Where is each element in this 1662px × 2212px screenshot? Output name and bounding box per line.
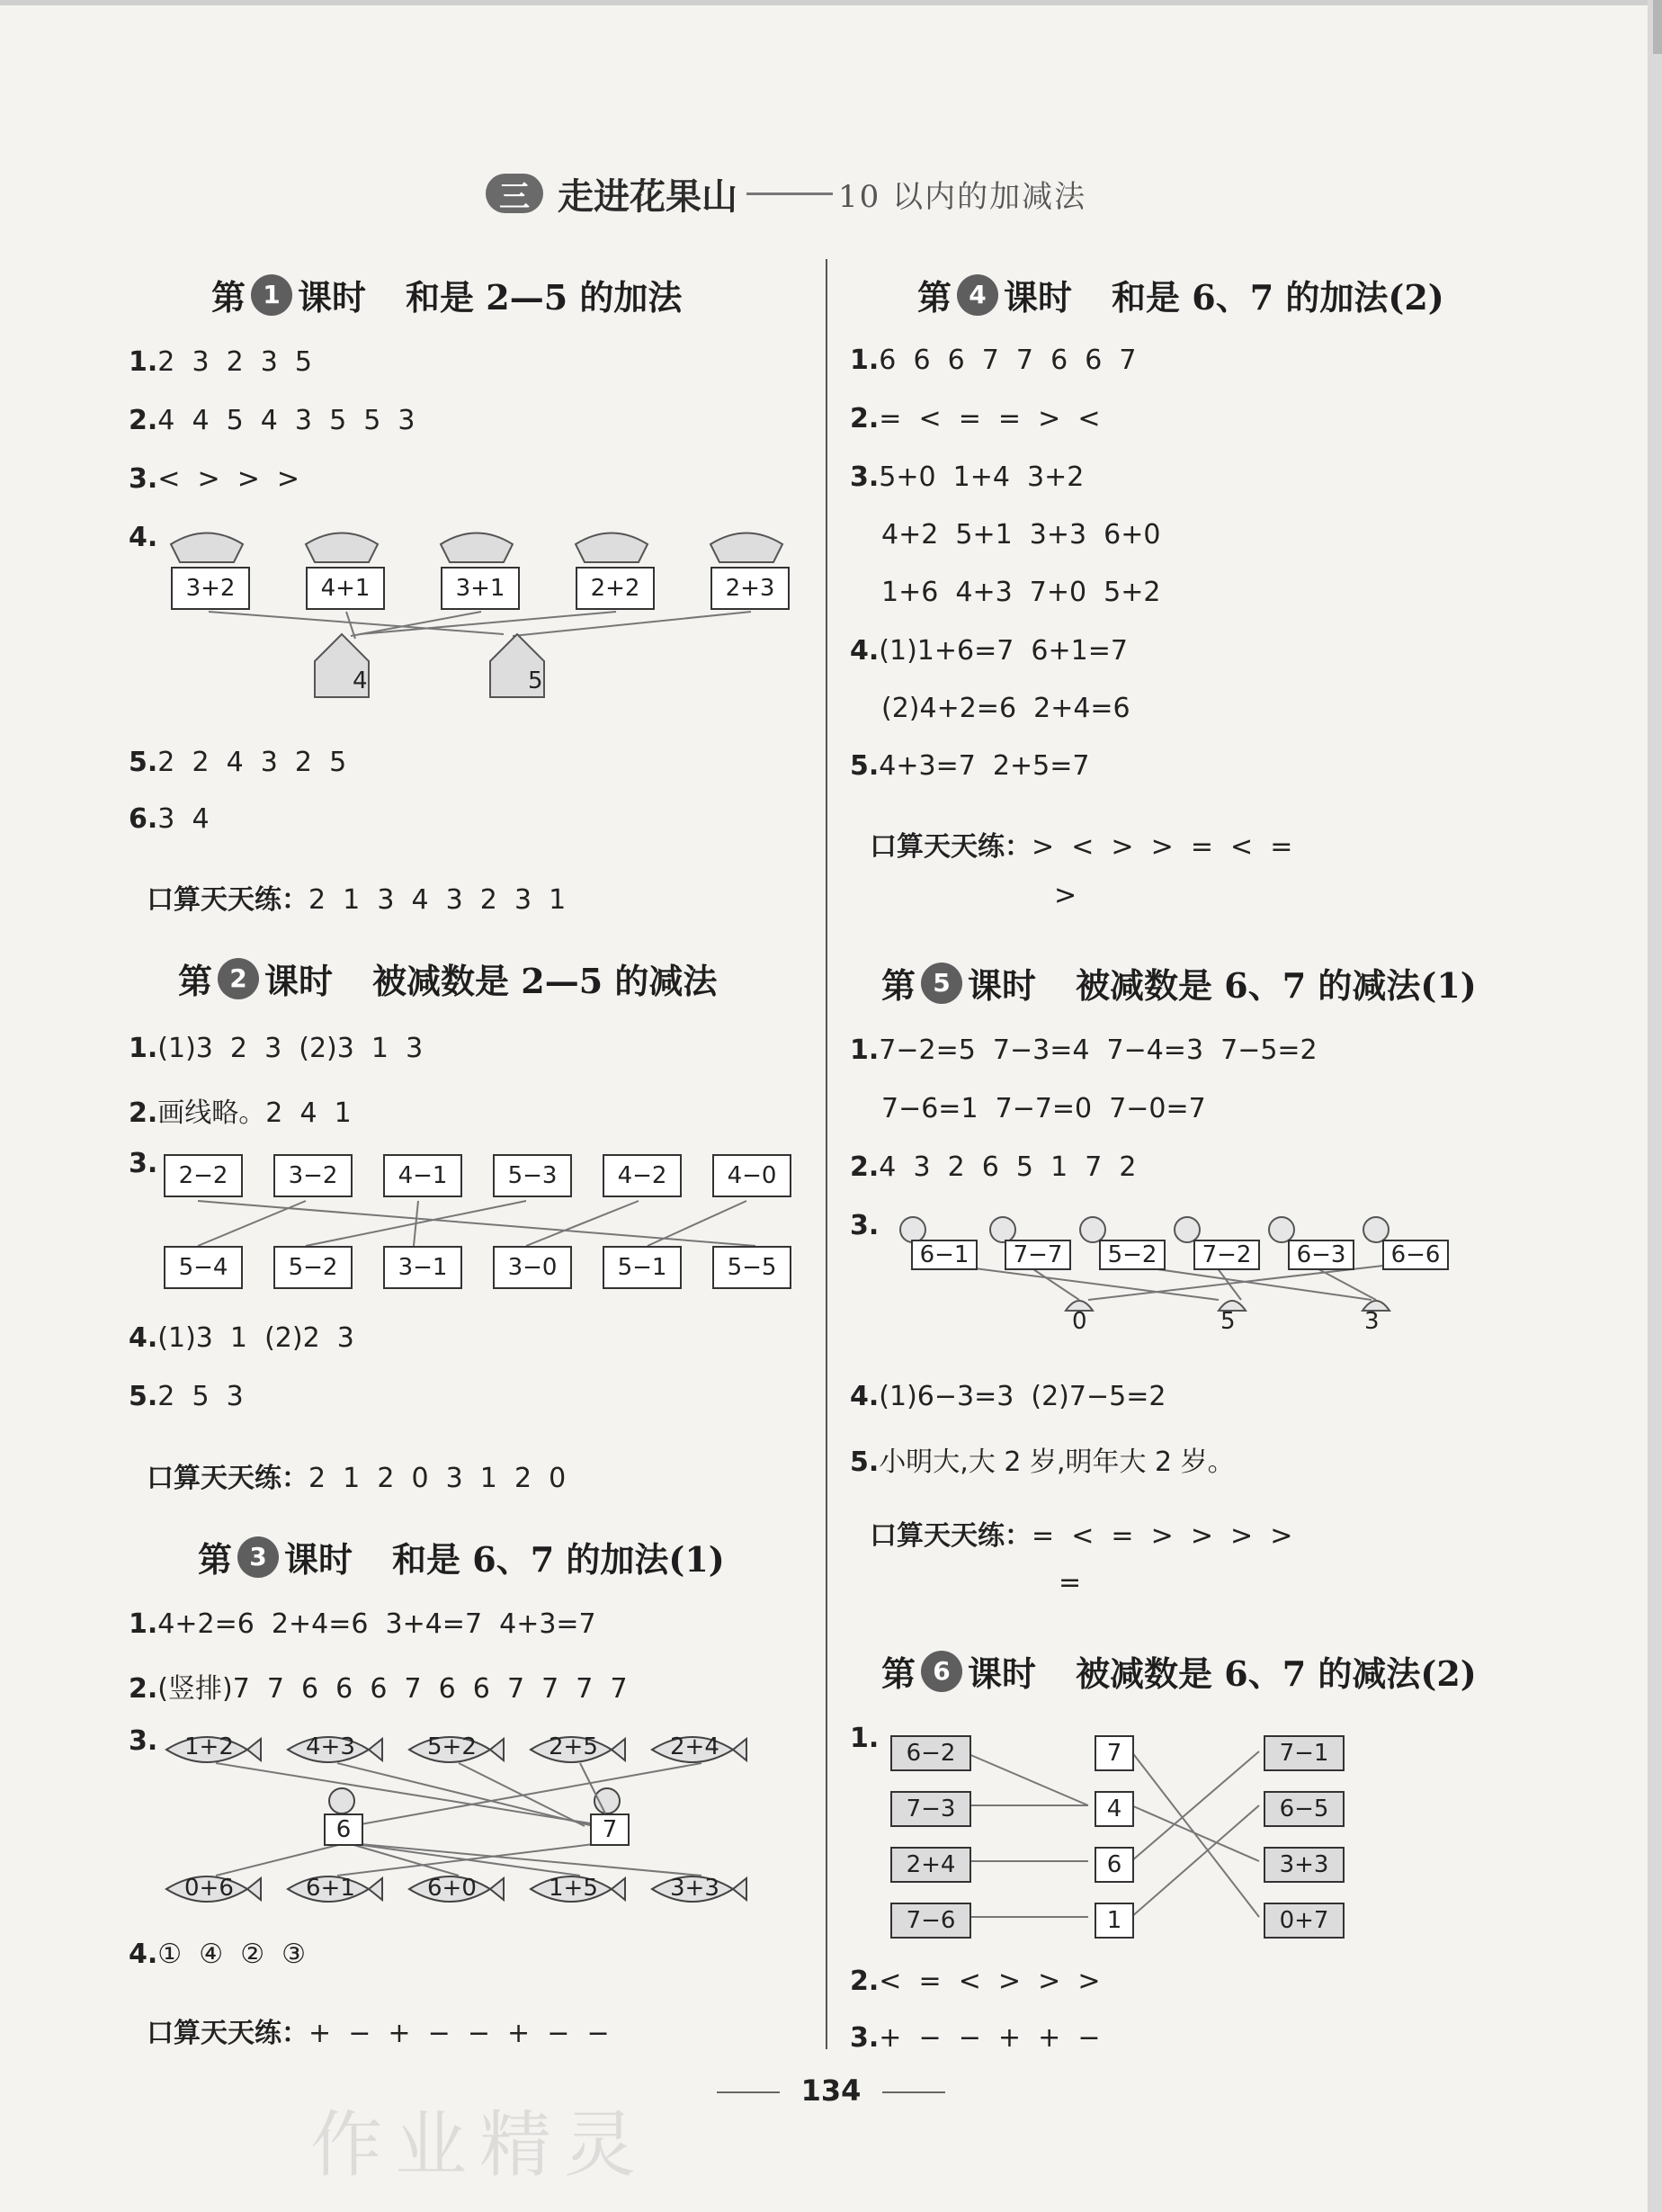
expr-card: 5−2	[273, 1246, 353, 1289]
match-line	[306, 1201, 526, 1246]
answer-line	[129, 1725, 157, 1757]
answer-text: 4+2 5+1 3+3 6+0	[881, 519, 1161, 551]
expr-card: 7−6	[890, 1903, 971, 1939]
hen-icon	[306, 533, 378, 563]
match-line	[337, 1763, 594, 1826]
answer-line	[129, 1322, 354, 1354]
answer-no: 4.	[129, 1322, 158, 1354]
answer-no: 4.	[129, 1939, 158, 1970]
lesson-6-heading	[881, 1646, 1477, 1696]
answer-no: 4.	[850, 635, 880, 667]
lesson-number-badge: 1	[251, 274, 292, 316]
answer-text: (2)4+2=6 2+4=6	[881, 693, 1130, 724]
lesson-5-heading	[881, 958, 1477, 1007]
answer-line	[881, 519, 1160, 551]
answer-line	[129, 1381, 244, 1412]
rabbit-matching-diagram	[886, 1210, 1416, 1345]
page-number: 134	[800, 2073, 862, 2108]
expr-card: 3−0	[493, 1246, 572, 1289]
top-border	[0, 0, 1662, 5]
lesson-topic: 和是 6、7 的加法(1)	[392, 1539, 725, 1580]
oral-answers: 2 1 3 4 3 2 3 1	[308, 884, 567, 916]
expr-card: 6−2	[890, 1735, 971, 1771]
answer-line	[850, 461, 1084, 493]
mushroom-number: 0	[1072, 1308, 1087, 1335]
answer-no: 2.	[129, 405, 158, 436]
hen-icon	[441, 533, 513, 563]
answer-text: 4 3 2 6 5 1 7 2	[879, 1151, 1137, 1183]
answer-no: 6.	[129, 803, 158, 835]
fish-label: 3+3	[670, 1875, 719, 1902]
rabbit-card: 6−3	[1288, 1240, 1354, 1270]
rabbit-icon	[990, 1217, 1015, 1242]
answer-no: 2.	[850, 403, 880, 434]
expr-card: 6−5	[1264, 1791, 1345, 1827]
answer-line	[129, 1033, 423, 1064]
answer-text: (1)6−3=3 (2)7−5=2	[879, 1381, 1166, 1412]
fish-label: 4+3	[306, 1733, 355, 1760]
lesson-4-heading	[917, 270, 1444, 319]
oral-label: 口算天天练：	[147, 1463, 308, 1494]
answer-no: 3.	[129, 1725, 158, 1757]
expr-card: 3−1	[383, 1246, 462, 1289]
expr-card: 2+4	[890, 1847, 971, 1883]
hen-card: 4+1	[306, 567, 385, 610]
oral-answers: + − + − − + − −	[308, 2018, 610, 2049]
oral-label: 口算天天练：	[147, 2018, 308, 2049]
rabbit-card: 5−2	[1099, 1240, 1166, 1270]
match-line	[1131, 1805, 1259, 1861]
answer-line	[850, 750, 1089, 782]
lesson-suffix: 课时	[968, 965, 1037, 1006]
hen-icon	[576, 533, 648, 563]
oral-answers: 2 1 2 0 3 1 2 0	[308, 1463, 567, 1494]
match-line	[526, 1201, 639, 1246]
answer-line	[129, 522, 157, 553]
oral-label: 口算天天练：	[147, 884, 308, 916]
lesson-prefix: 第	[917, 277, 952, 318]
number-card: 7	[1095, 1735, 1134, 1771]
answer-text: + − − + + −	[879, 2022, 1101, 2054]
lesson-number-badge: 5	[921, 963, 962, 1004]
answer-text: (竖排)7 7 6 6 6 7 6 6 7 7 7 7	[157, 1673, 628, 1705]
unit-subtitle: 10 以内的加减法	[838, 178, 1087, 215]
answer-line	[850, 1034, 1318, 1066]
fish-label: 1+2	[184, 1733, 234, 1760]
oral-practice	[147, 2011, 610, 2050]
answer-no: 4.	[129, 522, 158, 553]
oral-practice	[870, 1513, 1292, 1553]
hen-card: 2+3	[710, 567, 790, 610]
rabbit-card: 6−6	[1382, 1240, 1449, 1270]
unit-dash	[746, 193, 833, 195]
match-line	[513, 612, 751, 636]
answer-text: 2 2 4 3 2 5	[157, 747, 347, 778]
lesson-2-heading	[178, 954, 717, 1003]
hen-icon	[710, 533, 782, 563]
fish-label: 2+5	[549, 1733, 598, 1760]
expr-card: 2−2	[164, 1154, 243, 1197]
answer-no: 5.	[129, 1381, 158, 1412]
lesson-number-badge: 3	[237, 1536, 279, 1578]
answer-text: ① ④ ② ③	[157, 1939, 307, 1970]
lesson-suffix: 课时	[298, 277, 367, 318]
lesson-topic: 被减数是 2—5 的减法	[372, 961, 718, 1001]
answer-line	[850, 403, 1100, 434]
page-dash	[882, 2091, 945, 2093]
house-number: 4	[353, 667, 368, 694]
answer-line	[850, 1381, 1166, 1412]
oral-answers: > < > > = < =	[1032, 831, 1293, 863]
answer-text: (1)1+6=7 6+1=7	[879, 635, 1128, 667]
rabbit-icon	[1080, 1217, 1105, 1242]
oral-practice	[870, 824, 1292, 864]
oral-label: 口算天天练：	[870, 831, 1032, 863]
lesson-suffix: 课时	[264, 961, 334, 1001]
answer-text: 2 3 2 3 5	[157, 346, 313, 378]
answer-line	[129, 747, 346, 778]
answer-text: (1)3 2 3 (2)3 1 3	[157, 1033, 424, 1064]
answer-text: (1)3 1 (2)2 3	[157, 1322, 354, 1354]
answer-text: 1+6 4+3 7+0 5+2	[881, 577, 1161, 608]
match-line	[648, 1201, 746, 1246]
match-line	[216, 1763, 607, 1826]
answer-no: 1.	[129, 1608, 158, 1640]
answer-line	[129, 1148, 157, 1179]
answer-no: 4.	[850, 1381, 880, 1412]
lesson-prefix: 第	[881, 965, 916, 1006]
answer-line	[881, 1093, 1206, 1124]
answer-no: 3.	[129, 1148, 158, 1179]
rabbit-icon	[1175, 1217, 1200, 1242]
answer-line	[850, 2022, 1100, 2054]
answer-no: 5.	[850, 1446, 880, 1478]
answer-text: 7−6=1 7−7=0 7−0=7	[881, 1093, 1206, 1124]
answer-text: 6 6 6 7 7 6 6 7	[879, 345, 1137, 376]
match-line	[355, 1844, 580, 1876]
lesson-number-badge: 6	[921, 1651, 962, 1692]
answer-text: 小明大,大 2 岁,明年大 2 岁。	[879, 1446, 1235, 1478]
answer-text: < = < > > >	[879, 1966, 1101, 1997]
answer-line	[850, 345, 1136, 376]
expr-card: 3−2	[273, 1154, 353, 1197]
rabbit-icon	[1363, 1217, 1389, 1242]
unit-badge: 三	[486, 174, 543, 213]
oral-answers: = < = > > > >	[1032, 1520, 1293, 1552]
rabbit-card: 7−2	[1193, 1240, 1260, 1270]
answer-no: 1.	[850, 1034, 880, 1066]
rabbit-icon	[1269, 1217, 1294, 1242]
cat-icon	[329, 1788, 354, 1813]
fish-label: 6+0	[427, 1875, 477, 1902]
cat-number-card: 7	[590, 1813, 630, 1846]
answer-no: 5.	[129, 747, 158, 778]
mushroom-number: 3	[1364, 1308, 1380, 1335]
expr-card: 4−2	[603, 1154, 682, 1197]
lesson-number-badge: 2	[218, 958, 259, 999]
lesson-prefix: 第	[198, 1539, 233, 1580]
answer-no: 3.	[850, 2022, 880, 2054]
lesson-suffix: 课时	[284, 1539, 353, 1580]
fish-label: 5+2	[427, 1733, 477, 1760]
lesson-prefix: 第	[178, 961, 213, 1001]
lesson-prefix: 第	[881, 1653, 916, 1694]
answer-line	[129, 405, 415, 436]
expr-card: 4−1	[383, 1154, 462, 1197]
expr-card: 7−1	[1264, 1735, 1345, 1771]
answer-no: 1.	[129, 1033, 158, 1064]
lesson-topic: 和是 6、7 的加法(2)	[1112, 277, 1444, 318]
rabbit-card: 6−1	[911, 1240, 978, 1270]
answer-line	[129, 1939, 306, 1970]
answer-line	[129, 1090, 352, 1130]
answer-line	[129, 1666, 628, 1706]
answer-text: 4 4 5 4 3 5 5 3	[157, 405, 416, 436]
answer-line	[129, 1608, 596, 1640]
lesson-topic: 和是 2—5 的加法	[406, 277, 683, 318]
answer-no: 5.	[850, 750, 880, 782]
oral-practice-continued: =	[1059, 1567, 1082, 1599]
number-card: 6	[1095, 1847, 1134, 1883]
fish-label: 1+5	[549, 1875, 598, 1902]
lesson-1-heading	[211, 270, 682, 319]
match-line	[962, 1751, 1088, 1805]
page-number-row	[0, 2073, 1662, 2108]
hen-matching-diagram	[162, 526, 809, 724]
match-line	[360, 612, 616, 634]
answer-text: 2 5 3	[157, 1381, 244, 1412]
answer-text: = < = = > <	[879, 403, 1101, 434]
lesson-suffix: 课时	[968, 1653, 1037, 1694]
answer-no: 2.	[129, 1097, 158, 1129]
hen-card: 2+2	[576, 567, 655, 610]
answer-line	[850, 1966, 1100, 1997]
answer-line	[129, 463, 299, 495]
answer-text: 7−2=5 7−3=4 7−4=3 7−5=2	[879, 1034, 1318, 1066]
expr-card: 5−3	[493, 1154, 572, 1197]
oral-practice	[147, 877, 566, 917]
lesson-prefix: 第	[211, 277, 246, 318]
lesson-number-badge: 4	[957, 274, 998, 316]
rabbit-card: 7−7	[1005, 1240, 1071, 1270]
hen-card: 3+1	[441, 567, 520, 610]
match-line	[198, 1201, 306, 1246]
rabbit-icon	[900, 1217, 925, 1242]
answer-text: 4+3=7 2+5=7	[879, 750, 1090, 782]
lesson-suffix: 课时	[1004, 277, 1073, 318]
unit-title: 走进花果山	[558, 175, 737, 218]
expr-card: 3+3	[1264, 1847, 1345, 1883]
fish-label: 2+4	[670, 1733, 719, 1760]
expr-card: 4−0	[712, 1154, 791, 1197]
hen-card: 3+2	[171, 567, 250, 610]
answer-line	[129, 346, 312, 378]
answer-no: 2.	[850, 1151, 880, 1183]
answer-text: < > > >	[157, 463, 300, 495]
expr-card: 0+7	[1264, 1903, 1345, 1939]
answer-text: 3 4	[157, 803, 210, 835]
answer-line	[881, 577, 1160, 608]
match-line	[940, 1264, 1219, 1300]
match-line	[198, 1201, 755, 1246]
house-number: 5	[528, 667, 543, 694]
answer-no: 2.	[850, 1966, 880, 1997]
oral-label: 口算天天练：	[870, 1520, 1032, 1552]
answer-no: 2.	[129, 1673, 158, 1705]
answer-no: 1.	[850, 1723, 880, 1754]
number-card: 4	[1095, 1791, 1134, 1827]
unit-header	[486, 166, 1086, 220]
watermark: 作业精灵	[310, 2103, 648, 2187]
lesson-3-heading	[198, 1532, 725, 1581]
expr-card: 5−1	[603, 1246, 682, 1289]
answer-no: 3.	[850, 461, 880, 493]
answer-line	[850, 1439, 1235, 1479]
answer-text: 画线略。2 4 1	[157, 1097, 352, 1129]
answer-line	[850, 1723, 879, 1754]
expr-card: 5−5	[712, 1246, 791, 1289]
match-line	[351, 1763, 701, 1826]
answer-line	[129, 803, 210, 835]
answer-line	[850, 1151, 1136, 1183]
match-line	[1131, 1805, 1259, 1917]
answer-text: 4+2=6 2+4=6 3+4=7 4+3=7	[157, 1608, 596, 1640]
page-dash	[717, 2091, 780, 2093]
answer-no: 1.	[129, 346, 158, 378]
mushroom-number: 5	[1220, 1308, 1236, 1335]
expr-card: 7−3	[890, 1791, 971, 1827]
answer-text: 5+0 1+4 3+2	[879, 461, 1085, 493]
answer-no: 1.	[850, 345, 880, 376]
match-line	[216, 1844, 342, 1876]
answer-no: 3.	[850, 1210, 880, 1241]
lesson-topic: 被减数是 6、7 的减法(2)	[1076, 1653, 1477, 1694]
fish-label: 6+1	[306, 1875, 355, 1902]
oral-practice-continued: >	[1054, 880, 1077, 911]
cat-number-card: 6	[324, 1813, 363, 1846]
column-divider	[826, 259, 827, 2049]
number-card: 1	[1095, 1903, 1134, 1939]
oral-practice	[147, 1455, 566, 1495]
fish-label: 0+6	[184, 1875, 234, 1902]
match-line	[360, 1844, 701, 1876]
match-line	[1131, 1751, 1259, 1861]
answer-no: 3.	[129, 463, 158, 495]
answer-line	[850, 635, 1128, 667]
answer-line	[850, 1210, 879, 1241]
right-edge-tab	[1653, 0, 1662, 54]
answer-line	[881, 693, 1130, 724]
lesson-topic: 被减数是 6、7 的减法(1)	[1076, 965, 1477, 1006]
right-edge-shadow	[1648, 0, 1662, 2212]
expr-card: 5−4	[164, 1246, 243, 1289]
hen-icon	[171, 533, 243, 563]
